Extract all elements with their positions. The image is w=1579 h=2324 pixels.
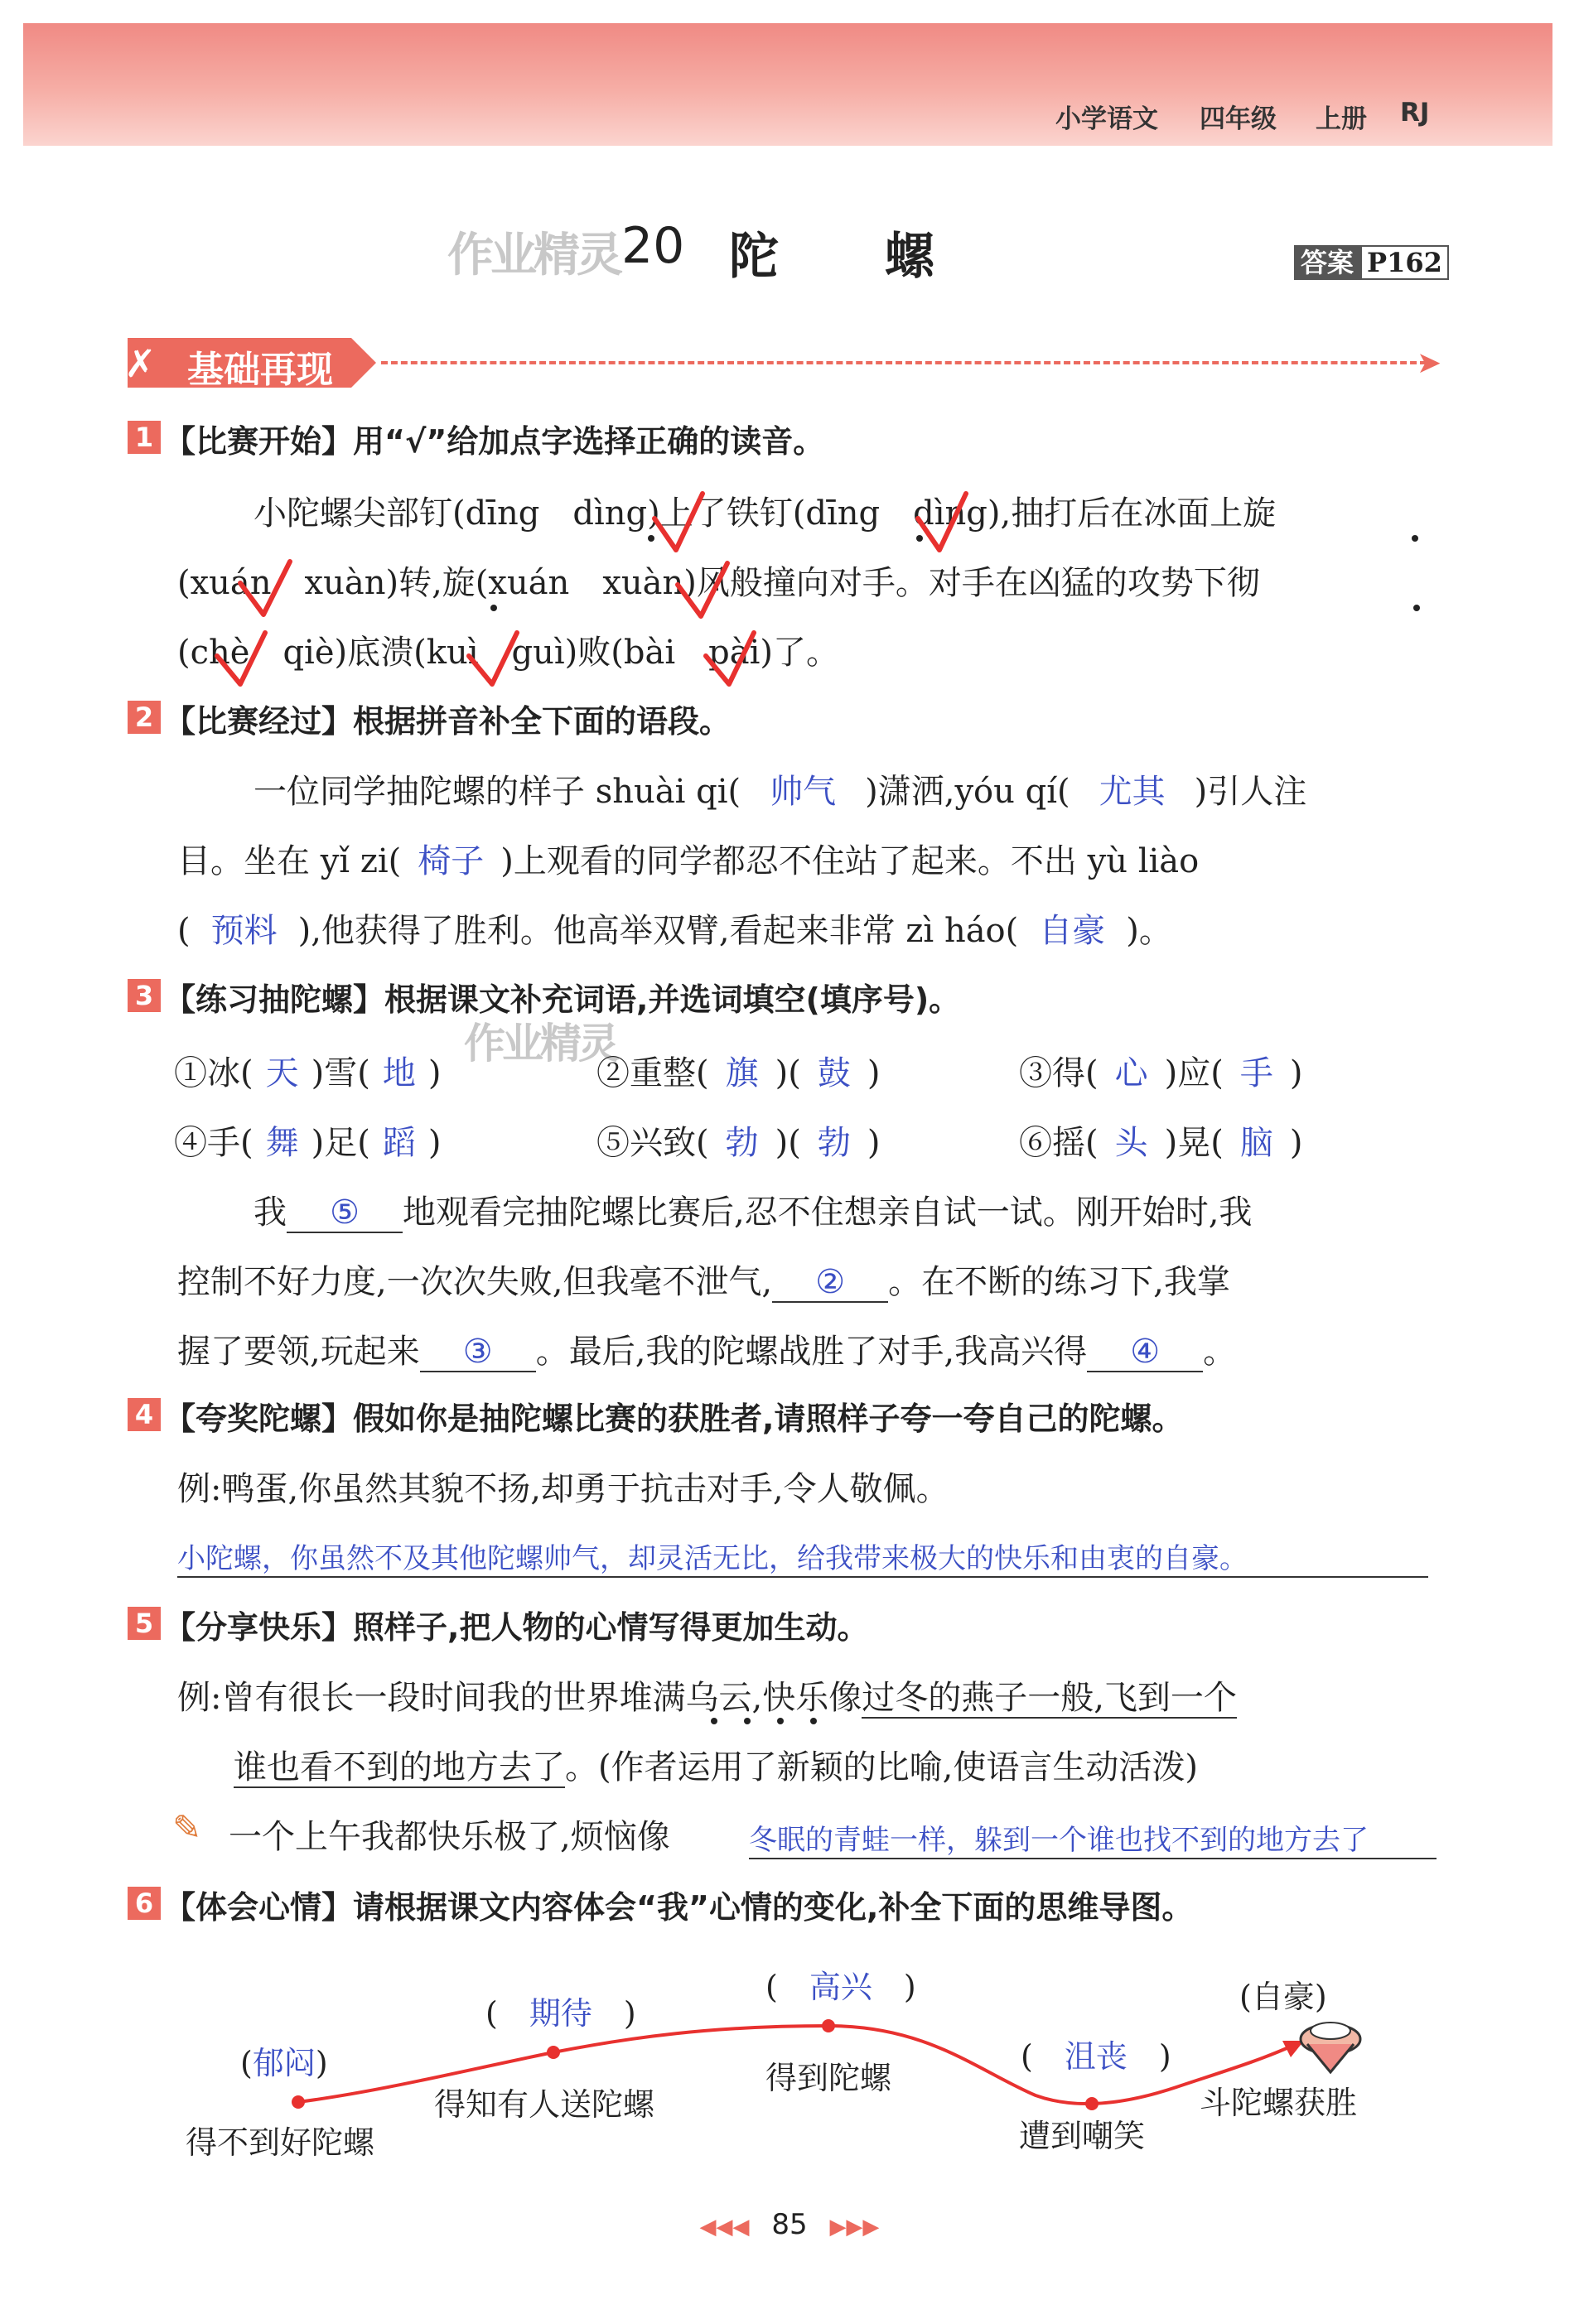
text: 目。坐在 yǐ zi( — [177, 842, 402, 880]
text: ( — [177, 912, 191, 950]
answer-fill: 脑 — [1239, 1124, 1273, 1162]
text: 。(作者运用了新颖的比喻,使语言生动活泼) — [565, 1748, 1198, 1786]
text: )足( — [311, 1124, 370, 1162]
lesson-title-char1: 陀 — [729, 228, 779, 286]
feeling-box-2: ( 期待 ) — [485, 1995, 636, 2032]
node-dot — [822, 2019, 835, 2032]
feeling-box-4: ( 沮丧 ) — [1021, 2038, 1171, 2075]
answer-fill: 自豪 — [1039, 912, 1106, 950]
q1-line3: (chè qiè)底溃(kuì guì)败(bài pài)了。 — [177, 634, 839, 672]
question-tag: 【练习抽陀螺】 — [164, 981, 385, 1018]
feeling-box-1: (郁闷) — [240, 2045, 328, 2081]
arrow-right-icon: ➤ — [1417, 346, 1442, 380]
page-footer — [0, 2208, 1579, 2241]
text: 例:曾有很长一段时间我的世界堆满乌云,快乐像 — [177, 1679, 862, 1717]
text: 控制不好力度,一次次失败,但我毫不泄气, — [177, 1263, 773, 1301]
answer-fill: 心 — [1114, 1054, 1148, 1092]
event-label-2: 得知有人送陀螺 — [434, 2086, 655, 2123]
answer-fill: 旗 — [725, 1054, 759, 1092]
pencil-icon: ✎ — [172, 1807, 202, 1848]
feeling-box-3: ( 高兴 ) — [765, 1969, 916, 2005]
text: 。在不断的练习下,我掌 — [888, 1263, 1230, 1301]
answer-fill: 地 — [382, 1054, 416, 1092]
answer-fill: 预料 — [210, 912, 278, 950]
feeling-answer: 沮丧 — [1064, 2038, 1128, 2075]
text: )雪( — [311, 1054, 370, 1092]
question-tag: 【体会心情】 — [164, 1889, 354, 1926]
question-tag: 【比赛开始】 — [164, 423, 354, 460]
text: ③得( — [1019, 1054, 1099, 1092]
text: ⑥摇( — [1019, 1124, 1099, 1162]
watermark-logo: 作业精灵 — [447, 229, 620, 282]
question-text: 照样子,把人物的心情写得更加生动。 — [353, 1609, 869, 1646]
question-prompt — [164, 1882, 1193, 1927]
text: ) — [427, 1124, 442, 1162]
text: ) — [427, 1054, 442, 1092]
text: ①冰( — [174, 1054, 254, 1092]
text: ) — [1289, 1054, 1303, 1092]
text: ),他获得了胜利。他高举双臂,看起来非常 zì háo( — [297, 912, 1019, 950]
node-dot — [292, 2095, 305, 2109]
answer-fill: 舞 — [265, 1124, 299, 1162]
text: )上观看的同学都忍不住站了起来。不出 yù liào — [500, 842, 1200, 880]
text: )应( — [1164, 1054, 1224, 1092]
text: 地观看完抽陀螺比赛后,忍不住想亲自试一试。刚开始时,我 — [403, 1193, 1253, 1232]
underlined-text: 过冬的燕子一般,飞到一个 — [862, 1679, 1237, 1717]
question-text: 用“√”给加点字选择正确的读音。 — [353, 423, 825, 460]
answer-fill: 勃 — [725, 1124, 759, 1162]
text: 。 — [1203, 1333, 1237, 1371]
header-edition: RJ — [1400, 98, 1430, 128]
answer-fill: 手 — [1239, 1054, 1273, 1092]
lesson-number: 20 — [621, 217, 685, 275]
text: )( — [775, 1124, 801, 1162]
feeling-answer: 高兴 — [809, 1969, 872, 2005]
question-number: 6 — [128, 1887, 161, 1920]
text: ) — [867, 1124, 881, 1162]
next-arrows-icon: ▶▶▶ — [829, 2215, 880, 2240]
q5-task: 一个上午我都快乐极了,烦恼像 — [229, 1818, 670, 1856]
watermark-logo: 作业精灵 — [464, 1020, 616, 1068]
event-label-1: 得不到好陀螺 — [186, 2124, 375, 2161]
question-tag: 【分享快乐】 — [164, 1609, 354, 1646]
section-title: 基础再现 — [187, 349, 333, 391]
feeling-answer: 期待 — [529, 1995, 592, 2032]
answer-fill: 勃 — [817, 1124, 851, 1162]
text: 。最后,我的陀螺战胜了对手,我高兴得 — [535, 1333, 1088, 1371]
page-number: 85 — [771, 2208, 808, 2241]
answer-page: P162 — [1360, 245, 1449, 280]
node-dot — [547, 2046, 560, 2059]
text: 一位同学抽陀螺的样子 shuài qi( — [254, 773, 741, 811]
answer-blank: ⑤ — [287, 1193, 403, 1233]
question-text: 假如你是抽陀螺比赛的获胜者,请照样子夸一夸自己的陀螺。 — [353, 1401, 1184, 1437]
answer-fill: 头 — [1114, 1124, 1148, 1162]
underlined-text: 谁也看不到的地方去了 — [234, 1748, 565, 1786]
node-dot — [1085, 2097, 1099, 2110]
answer-fill: 尤其 — [1099, 773, 1166, 811]
q1-line2: (xuán xuàn)转,旋(xuán xuàn)风般撞向对手。对手在凶猛的攻势下彻 — [177, 564, 1260, 602]
text: )潇洒,yóu qí( — [865, 773, 1070, 811]
feeling-answer: 自豪 — [1251, 1979, 1315, 2015]
text: ④手( — [174, 1124, 254, 1162]
text: ②重整( — [596, 1054, 709, 1092]
answer-blank: ④ — [1087, 1333, 1203, 1372]
event-label-5: 斗陀螺获胜 — [1200, 2085, 1358, 2121]
question-text: 请根据课文内容体会“我”心情的变化,补全下面的思维导图。 — [353, 1889, 1194, 1926]
text: 我 — [254, 1193, 287, 1232]
text: )引人注 — [1194, 773, 1307, 811]
text: )( — [775, 1054, 801, 1092]
text: ) — [1289, 1124, 1303, 1162]
question-tag: 【夸奖陀螺】 — [164, 1401, 354, 1437]
text: ) — [867, 1054, 881, 1092]
runner-icon: ✗ — [124, 341, 157, 386]
answer-label: 答案 — [1294, 245, 1360, 280]
header-grade: 四年级 — [1200, 104, 1277, 134]
answer-fill: 天 — [265, 1054, 299, 1092]
q5-answer: 冬眠的青蛙一样，躲到一个谁也找不到的地方去了 — [749, 1817, 1437, 1859]
question-tag: 【比赛经过】 — [164, 703, 354, 740]
question-number: 5 — [128, 1607, 161, 1640]
header-volume: 上册 — [1316, 104, 1367, 134]
answer-fill: 鼓 — [817, 1054, 851, 1092]
question-number: 3 — [128, 979, 161, 1012]
question-number: 2 — [128, 701, 161, 734]
spinning-top-icon — [1301, 2023, 1360, 2072]
question-text: 根据课文补充词语,并选词填空(填序号)。 — [384, 981, 961, 1018]
question-text: 根据拼音补全下面的语段。 — [353, 703, 732, 740]
text: )晃( — [1164, 1124, 1224, 1162]
q4-answer: 小陀螺，你虽然不及其他陀螺帅气，却灵活无比，给我带来极大的快乐和由衷的自豪。 — [177, 1536, 1428, 1578]
answer-blank: ② — [772, 1263, 888, 1303]
question-number: 1 — [128, 421, 161, 454]
event-label-4: 遭到嘲笑 — [1019, 2118, 1146, 2154]
q1-line1: 小陀螺尖部钉(dīng dìng)上了铁钉(dīng dìng),抽打后在冰面上旋 — [254, 494, 1277, 533]
q4-example: 例:鸭蛋,你虽然其貌不扬,却勇于抗击对手,令人敬佩。 — [177, 1470, 949, 1508]
question-number: 4 — [128, 1398, 161, 1431]
answer-fill: 椅子 — [418, 842, 485, 880]
prev-arrows-icon: ◀◀◀ — [699, 2215, 750, 2240]
text: 握了要领,玩起来 — [177, 1333, 420, 1371]
answer-blank: ③ — [420, 1333, 536, 1372]
text: )。 — [1126, 912, 1172, 950]
lesson-title-char2: 螺 — [885, 228, 934, 286]
text: ⑤兴致( — [596, 1124, 709, 1162]
event-label-3: 得到陀螺 — [765, 2060, 892, 2096]
answer-fill: 帅气 — [770, 773, 837, 811]
header-subject: 小学语文 — [1055, 104, 1158, 134]
feeling-box-5: (自豪) — [1239, 1979, 1327, 2015]
answer-fill: 蹈 — [382, 1124, 416, 1162]
feeling-answer: 郁闷 — [252, 2045, 316, 2081]
